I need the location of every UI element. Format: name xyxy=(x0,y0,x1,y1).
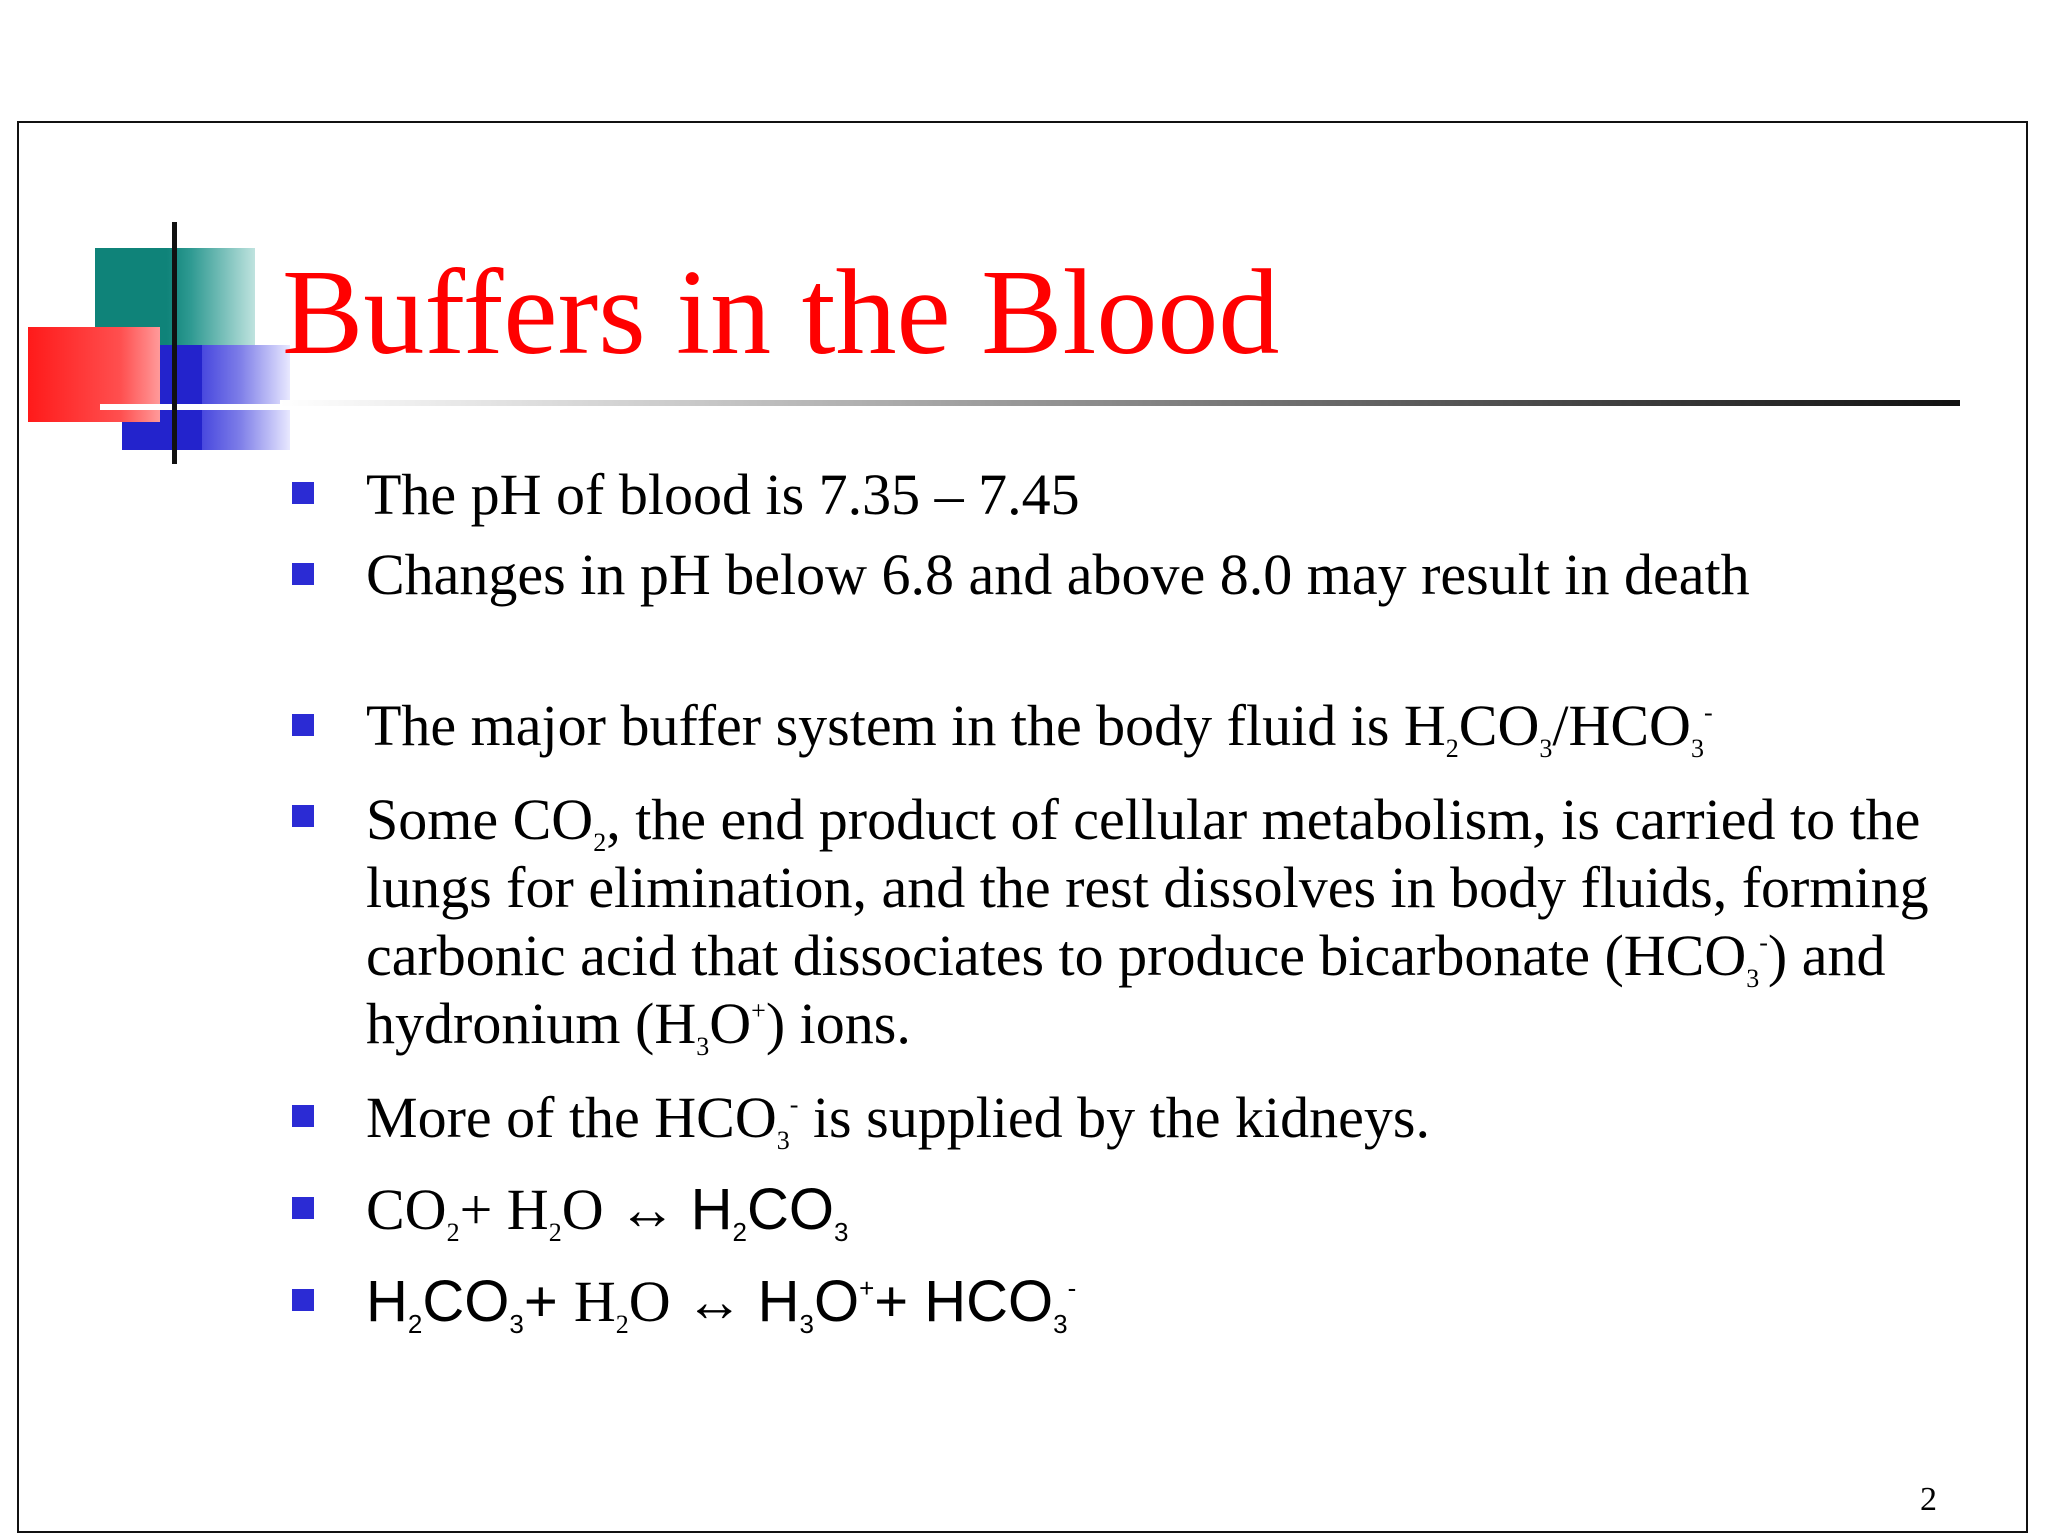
bullet-marker xyxy=(292,714,314,736)
equation-1: $CO_2+ H_2O$ ↔ $H_2CO_3$ xyxy=(366,1177,849,1247)
bullet-marker xyxy=(292,1197,314,1219)
decor-white-bar xyxy=(100,404,290,410)
page-number: 2 xyxy=(1920,1481,1937,1518)
bullet-marker xyxy=(292,805,314,827)
bullet-text: More of the $HCO_3^-$ is supplied by the kidneys. xyxy=(366,1085,1430,1155)
decor-vertical-line xyxy=(172,222,177,464)
bullet-text: Changes in pH below 6.8 and above 8.0 may result in death xyxy=(366,542,1750,607)
bullet-marker xyxy=(292,1105,314,1127)
title-underline xyxy=(280,400,1960,406)
bullet-text: The major buffer system in the body fluid is $H_2CO_3/HCO_3^-$ xyxy=(366,693,1713,763)
bullet-marker xyxy=(292,1289,314,1311)
bullet-text: The pH of blood is 7.35 – 7.45 xyxy=(366,462,1080,527)
bullet-text: Some $CO_2$, the end product of cellular metabolism, is carried to the lungs for elimination, and the rest dissolves in body fluids, forming carbonic acid that dissociates to produce bicarbonate $(HCO_3^-)$ and hydronium $(H_3O^+)$ ions. xyxy=(366,787,1929,1061)
equation-2: $H_2CO_3+ H_2O$ ↔ $H_3O^++ HCO_3^-$ xyxy=(366,1269,1077,1339)
slide-title: Buffers in the Blood xyxy=(282,245,1280,380)
bullet-marker xyxy=(292,482,314,504)
bullet-marker xyxy=(292,563,314,585)
